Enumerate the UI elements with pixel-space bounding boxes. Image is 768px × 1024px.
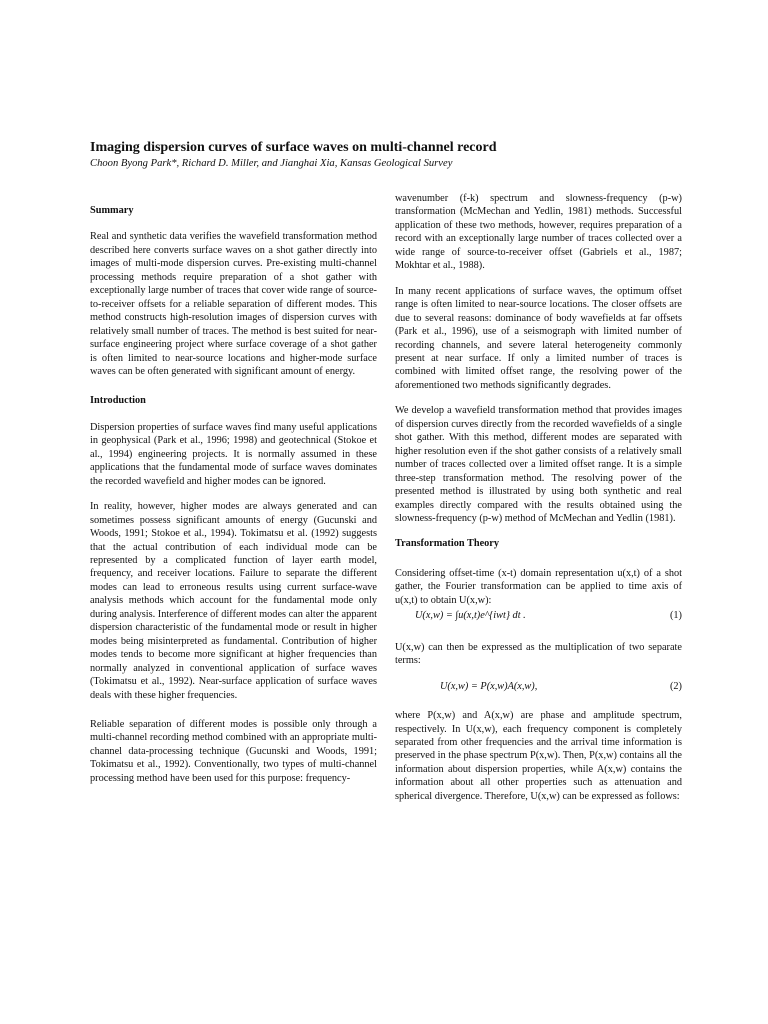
paper-title: Imaging dispersion curves of surface waves on multi-channel record (90, 140, 497, 155)
right-paragraph-1: wavenumber (f-k) spectrum and slowness-frequency (p-w) transformation (McMechan and Yedlin, 1981) methods. Successful application of these two methods, however, requires preparation of a record with an exceptionally large number of traces collected over a wide range of source-to-receiver offset (Gabriels et al., 1987; Mokhtar et al., 1988). (395, 193, 682, 272)
right-paragraph-5: U(x,w) can then be expressed as the multiplication of two separate terms: (395, 641, 682, 667)
right-paragraph-2: In many recent applications of surface waves, the optimum offset range is often limited to near-source locations. The closer offsets are due to several reasons: dominance of body wavefields at far offsets (Park et al., 1996), use of a seismograph with limited number of recording channels, and severe lateral heterogeneity commonly present at near surface. If only a limited number of traces is combined with limited offset range, the resolving power of the aforementioned two methods significantly degrades. (395, 285, 682, 391)
summary-paragraph: Real and synthetic data verifies the wavefield transformation method described here converts surface waves on a shot gather directly into images of multi-mode dispersion curves. Pre-existing multi-channel processing methods require preparation of a shot gather with exceptionally large number of traces that cover wide range of source-to-receiver offsets for a reliable separation of different modes. This method constructs high-resolution images of dispersion curves with relatively small number of traces. The method is best suited for near-surface engineering project where surface coverage of a shot gather is often limited to near-source locations and higher-mode surface waves can be often generated with significant amount of energy. (90, 231, 377, 377)
paper-authors: Choon Byong Park*, Richard D. Miller, and Jianghai Xia, Kansas Geological Survey (90, 158, 453, 169)
summary-heading: Summary (90, 205, 134, 216)
equation-2-body: U(x,w) = P(x,w)A(x,w), (440, 680, 538, 692)
equation-1-number: (1) (669, 610, 682, 622)
introduction-paragraph-3: Reliable separation of different modes is possible only through a multi-channel recording method combined with an appropriate multi-channel data-processing technique (Gucunski and Woods, 1991; Tokimatsu et al., 1992). Conventionally, two types of multi-channel processing method have been used for this purpose: frequency- (90, 718, 377, 784)
right-paragraph-6: where P(x,w) and A(x,w) are phase and amplitude spectrum, respectively. In U(x,w), each frequency component is completely separated from other frequencies and the arrival time information is preserved in the phase spectrum P(x,w). Then, P(x,w) contains all the information about dispersion properties, while A(x,w) contains the information about all other properties such as attenuation and spherical divergence. Therefore, U(x,w) can be expressed as follows: (395, 710, 682, 802)
left-column (90, 204, 377, 797)
introduction-paragraph-1: Dispersion properties of surface waves find many useful applications in geophysical (Park et al., 1996; 1998) and geotechnical (Stokoe et al., 1994) engineering projects. It is normally assumed in these applications that the fundamental mode of surface waves dominates the recorded wavefield and higher modes can be ignored. (90, 421, 377, 487)
transformation-theory-heading: Transformation Theory (395, 538, 500, 550)
introduction-paragraph-2: In reality, however, higher modes are always generated and can sometimes possess significant amounts of energy (Gucunski and Woods, 1991; Stokoe et al., 1994). Tokimatsu et al. (1992) suggests that the actual contribution of each individual mode can be represented by a complicated function of layer earth model, frequency, and receiver locations. Failure to separate the different modes can lead to erroneous results using current surface-wave analysis methods which account for the fundamental mode only during analysis. Interference of different modes can alter the apparent dispersion characteristic of the fundamental mode or result in higher modes being misinterpreted as fundamental. Contribution of higher modes tends to become more significant at higher frequencies than normally analyzed in conventional application of surface waves (Tokimatsu et al., 1992). Near-surface application of surface waves deals with these higher frequencies. (90, 501, 377, 701)
introduction-heading: Introduction (90, 395, 146, 407)
equation-1 (395, 609, 682, 622)
equation-2-number: (2) (669, 680, 682, 692)
right-paragraph-4: Considering offset-time (x-t) domain representation u(x,t) of a shot gather, the Fourier transformation can be applied to time axis of u(x,t) to obtain U(x,w): (395, 567, 682, 606)
right-paragraph-3: We develop a wavefield transformation method that provides images of dispersion curves directly from the recorded wavefields of a single shot gather. With this method, different modes are separated with higher resolution even if the shot gather consists of a relatively small number of traces collected over a limited offset range. It is a simple three-step transformation method. The resolving power of the presented method is illustrated by using both synthetic and real examples directly compared with the results obtained using the slowness-frequency (p-w) method of McMechan and Yedlin (1981). (395, 405, 682, 524)
right-column (395, 192, 682, 815)
equation-2 (395, 680, 682, 693)
equation-1-body: U(x,w) = ∫u(x,t)e^{iwt} dt . (415, 610, 526, 622)
